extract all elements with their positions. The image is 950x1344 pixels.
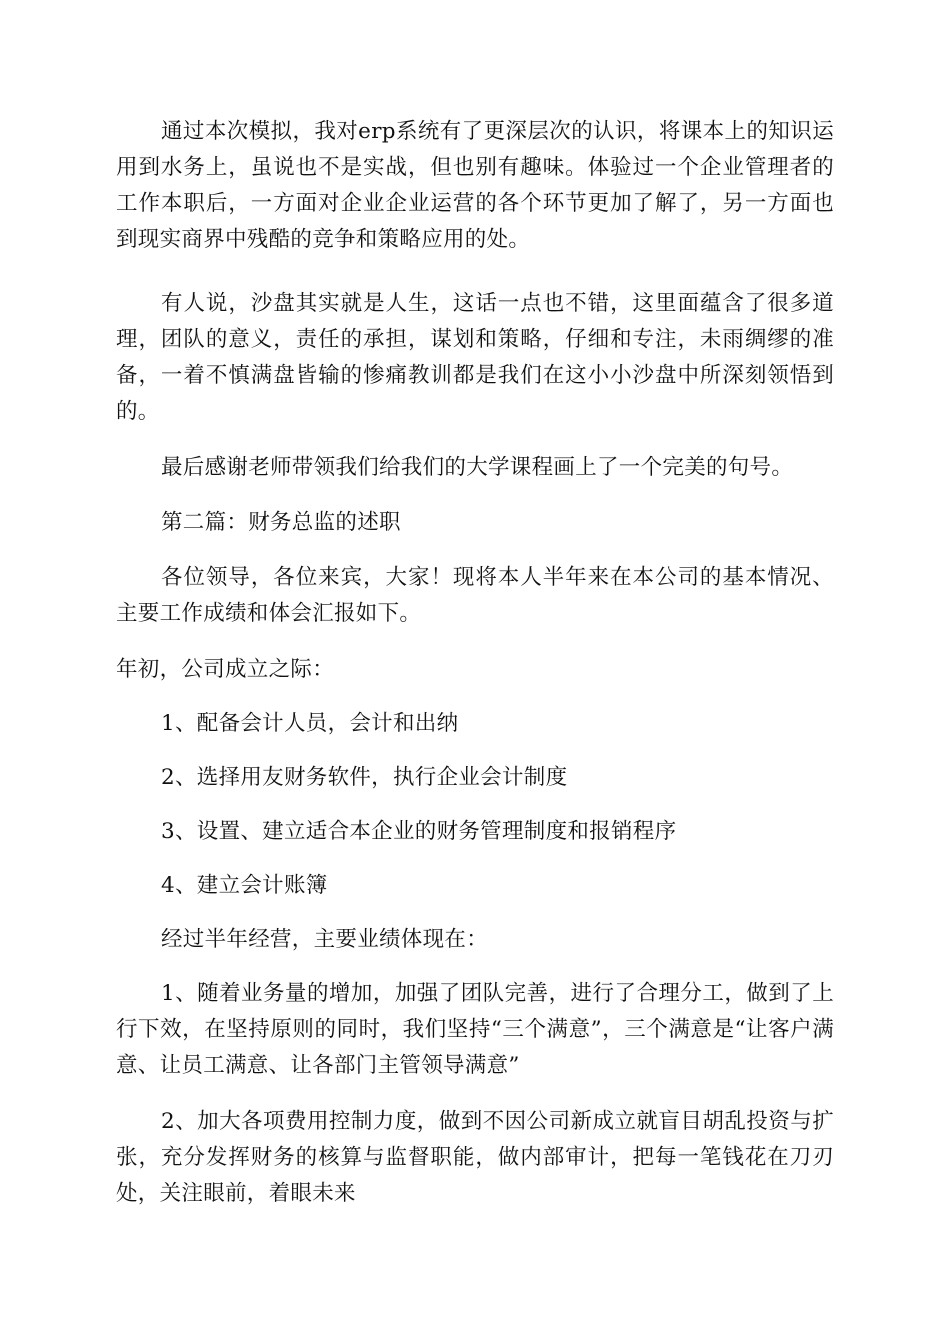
paragraph-year-start: 年初，公司成立之际： bbox=[116, 657, 335, 682]
section-heading-second-part: 第二篇：财务总监的述职 bbox=[161, 510, 401, 535]
list-item: 4、建立会计账簿 bbox=[161, 873, 328, 898]
list-item: 1、配备会计人员，会计和出纳 bbox=[161, 711, 459, 736]
paragraph-sandbox-life: 有人说，沙盘其实就是人生，这话一点也不错，这里面蕴含了很多道理，团队的意义，责任的承担，谋划和策略，仔细和专注，未雨绸缪的准备，一着不慎满盘皆输的惨痛教训都是我们在这小小沙盘中所深刻领悟到的。 bbox=[116, 291, 834, 424]
list-item: 2、选择用友财务软件，执行企业会计制度 bbox=[161, 765, 568, 790]
list-item: 1、随着业务量的增加，加强了团队完善，进行了合理分工，做到了上行下效，在坚持原则的同时，我们坚持“三个满意”，三个满意是“让客户满意、让员工满意、让各部门主管领导满意” bbox=[116, 981, 834, 1078]
paragraph-thanks: 最后感谢老师带领我们给我们的大学课程画上了一个完美的句号。 bbox=[161, 455, 794, 480]
list-item: 3、设置、建立适合本企业的财务管理制度和报销程序 bbox=[161, 819, 677, 844]
paragraph-erp-reflection: 通过本次模拟，我对erp系统有了更深层次的认识，将课本上的知识运用到水务上，虽说也不是实战，但也别有趣味。体验过一个企业管理者的工作本职后，一方面对企业企业运营的各个环节更加了解了，另一方面也到现实商界中残酷的竞争和策略应用的处。 bbox=[116, 119, 834, 252]
paragraph-achievements-intro: 经过半年经营，主要业绩体现在： bbox=[161, 927, 489, 952]
list-item: 2、加大各项费用控制力度，做到不因公司新成立就盲目胡乱投资与扩张，充分发挥财务的核算与监督职能，做内部审计，把每一笔钱花在刀刃处，关注眼前，着眼未来 bbox=[116, 1109, 834, 1206]
paragraph-greeting: 各位领导，各位来宾，大家！现将本人半年来在本公司的基本情况、主要工作成绩和体会汇报如下。 bbox=[116, 565, 834, 626]
